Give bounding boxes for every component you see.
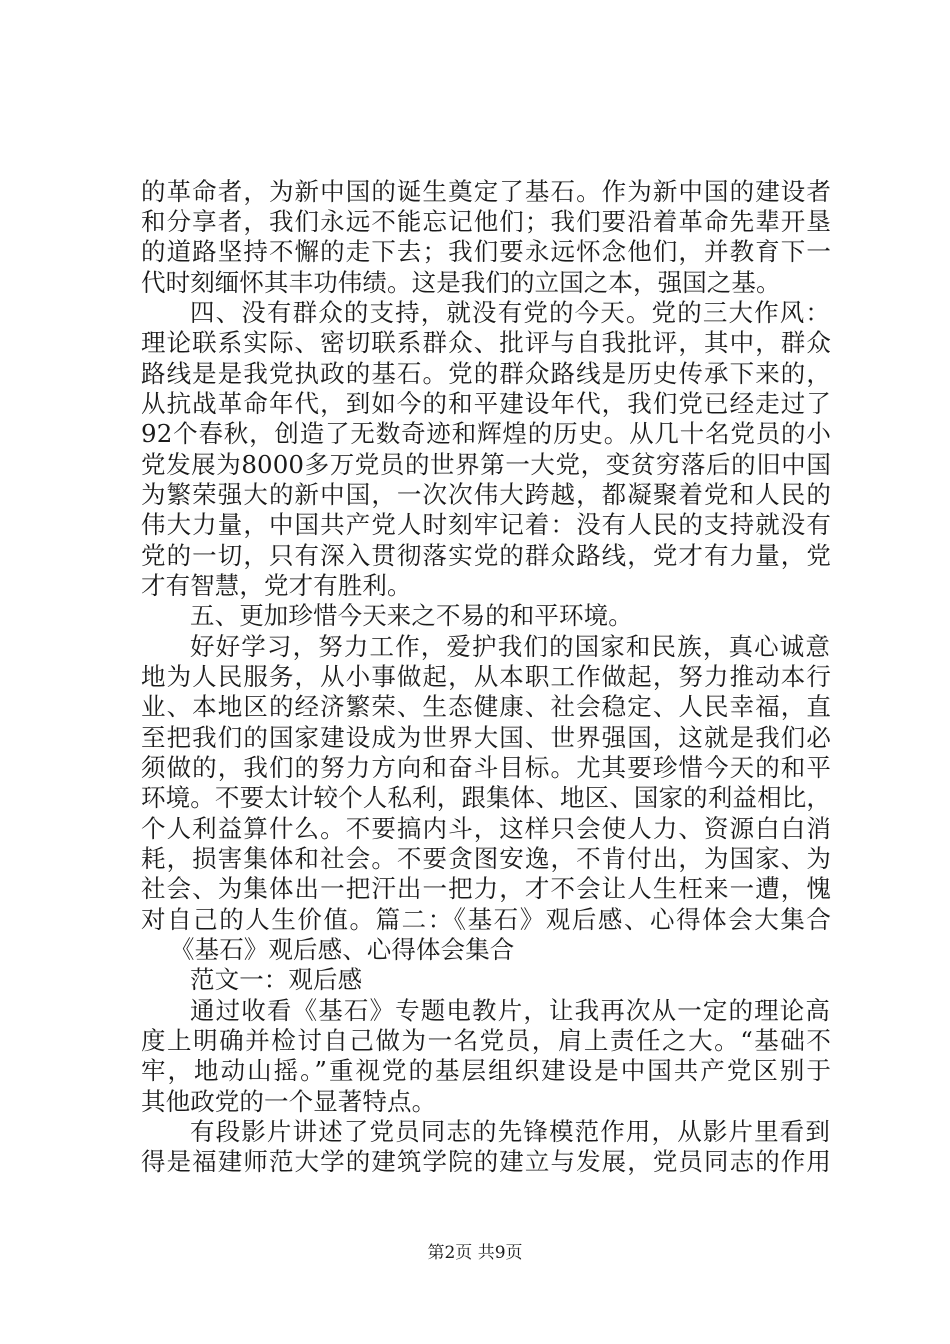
text-line: 对自己的人生价值。篇二：《基石》观后感、心得体会大集合 xyxy=(141,905,831,934)
text-line: 至把我们的国家建设成为世界大国、世界强国，这就是我们必 xyxy=(141,723,831,752)
text-line: 业、本地区的经济繁荣、生态健康、社会稳定、人民幸福，直 xyxy=(141,692,831,721)
text-line: 为繁荣强大的新中国，一次次伟大跨越，都凝聚着党和人民的 xyxy=(141,480,831,509)
text-line: 伟大力量，中国共产党人时刻牢记着：没有人民的支持就没有 xyxy=(141,510,831,539)
text-line: 92个春秋，创造了无数奇迹和辉煌的历史。从几十名党员的小 xyxy=(141,419,831,448)
text-line: 有段影片讲述了党员同志的先锋模范作用，从影片里看到 xyxy=(190,1117,830,1146)
text-line: 和分享者，我们永远不能忘记他们；我们要沿着革命先辈开垦 xyxy=(141,207,831,236)
text-line: 党发展为8000多万党员的世界第一大党，变贫穷落后的旧中国 xyxy=(141,450,831,479)
page-footer xyxy=(0,1242,950,1264)
text-line: 的革命者，为新中国的诞生奠定了基石。作为新中国的建设者 xyxy=(141,177,831,206)
text-line: 度上明确并检讨自己做为一名党员，肩上责任之大。“基础不 xyxy=(141,1026,831,1055)
text-line: 才有智慧，党才有胜利。 xyxy=(141,571,412,600)
text-line: 耗，损害集体和社会。不要贪图安逸，不肯付出，为国家、为 xyxy=(141,844,831,873)
text-line: 从抗战革命年代，到如今的和平建设年代，我们党已经走过了 xyxy=(141,389,831,418)
section-heading-five: 五、更加珍惜今天来之不易的和平环境。 xyxy=(190,601,633,630)
text-line: 其他政党的一个显著特点。 xyxy=(141,1087,437,1116)
section-heading-four: 四、没有群众的支持，就没有党的今天。党的三大作风： xyxy=(190,298,830,327)
text-line: 社会、为集体出一把汗出一把力，才不会让人生枉来一遭，愧 xyxy=(141,874,831,903)
subheading: 范文一：观后感 xyxy=(190,965,363,994)
text-line: 环境。不要太计较个人私利，跟集体、地区、国家的利益相比， xyxy=(141,783,831,812)
text-line: 个人利益算什么。不要搞内斗，这样只会使人力、资源白白消 xyxy=(141,814,831,843)
text-line: 通过收看《基石》专题电教片，让我再次从一定的理论高 xyxy=(190,996,830,1025)
text-line: 得是福建师范大学的建筑学院的建立与发展，党员同志的作用 xyxy=(141,1147,831,1176)
text-line: 须做的，我们的努力方向和奋斗目标。尤其要珍惜今天的和平 xyxy=(141,753,831,782)
text-line: 党的一切，只有深入贯彻落实党的群众路线，党才有力量，党 xyxy=(141,541,831,570)
article-title: 《基石》观后感、心得体会集合 xyxy=(170,935,515,964)
page-number: 第2页 共9页 xyxy=(427,1243,523,1263)
text-line: 牢，地动山摇。”重视党的基层组织建设是中国共产党区别于 xyxy=(141,1056,831,1085)
text-line: 的道路坚持不懈的走下去；我们要永远怀念他们，并教育下一 xyxy=(141,237,831,266)
text-line: 地为人民服务，从小事做起，从本职工作做起，努力推动本行 xyxy=(141,662,831,691)
text-line: 理论联系实际、密切联系群众、批评与自我批评，其中，群众 xyxy=(141,328,831,357)
text-line: 好好学习，努力工作，爱护我们的国家和民族，真心诚意 xyxy=(190,632,830,661)
text-line: 路线是是我党执政的基石。党的群众路线是历史传承下来的， xyxy=(141,359,831,388)
text-line: 代时刻缅怀其丰功伟绩。这是我们的立国之本，强国之基。 xyxy=(141,268,781,297)
